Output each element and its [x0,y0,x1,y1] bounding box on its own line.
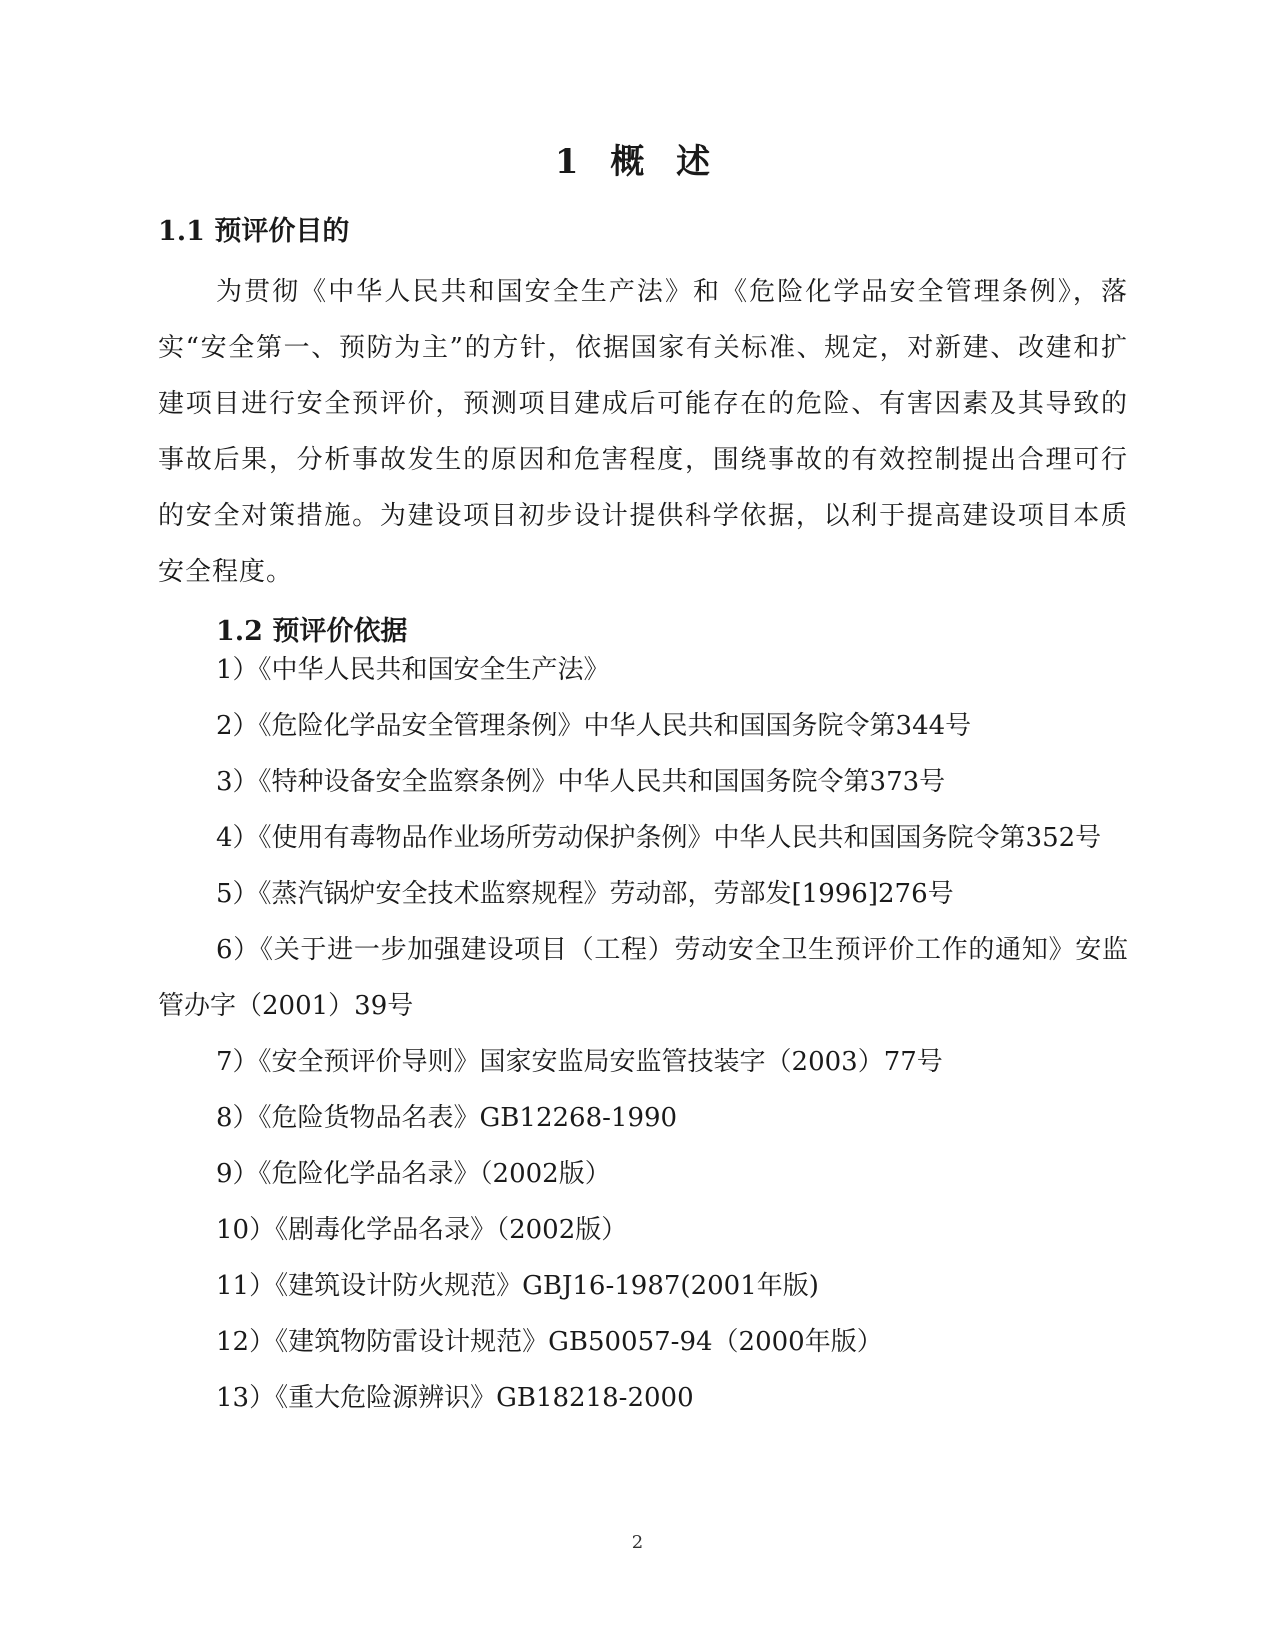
page-number: 2 [631,1532,644,1553]
list-item: 4）《使用有毒物品作业场所劳动保护条例》中华人民共和国国务院令第352号 [216,823,1102,853]
list-item: 1）《中华人民共和国安全生产法》 [216,655,610,685]
list-item: 5）《蒸汽锅炉安全技术监察规程》劳动部，劳部发[1996]276号 [216,879,954,909]
chapter-title: 1 概 述 [554,142,721,182]
list-item: 13）《重大危险源辨识》GB18218-2000 [216,1383,694,1413]
section-heading-purpose: 1.1 预评价目的 [158,216,350,247]
list-item: 10）《剧毒化学品名录》（2002版） [216,1215,628,1245]
list-item: 8）《危险货物品名表》GB12268-1990 [216,1103,678,1133]
list-item: 12）《建筑物防雷设计规范》GB50057-94（2000年版） [216,1327,883,1357]
section-heading-basis: 1.2 预评价依据 [216,616,408,647]
purpose-paragraph: 为贯彻《中华人民共和国安全生产法》和《危险化学品安全管理条例》，落实“安全第一、预防为主”的方针，依据国家有关标准、规定，对新建、改建和扩建项目进行安全预评价，预测项目建成后可能存在的危险、有害因素及其导致的事故后果，分析事故发生的原因和危害程度，围绕事故的有效控制提出合理可行的安全对策措施。为建设项目初步设计提供科学依据，以利于提高建设项目本质安全程度。 [158,277,1128,587]
list-item: 9）《危险化学品名录》（2002版） [216,1159,611,1189]
list-item: 11）《建筑设计防火规范》GBJ16-1987(2001年版) [216,1271,819,1301]
list-item: 6）《关于进一步加强建设项目（工程）劳动安全卫生预评价工作的通知》安监管办字（2001）39号 [158,935,1128,1021]
reference-list [158,642,1128,1426]
list-item: 7）《安全预评价导则》国家安监局安监管技装字（2003）77号 [216,1047,943,1077]
list-item: 2）《危险化学品安全管理条例》中华人民共和国国务院令第344号 [216,711,972,741]
list-item: 3）《特种设备安全监察条例》中华人民共和国国务院令第373号 [216,767,946,797]
